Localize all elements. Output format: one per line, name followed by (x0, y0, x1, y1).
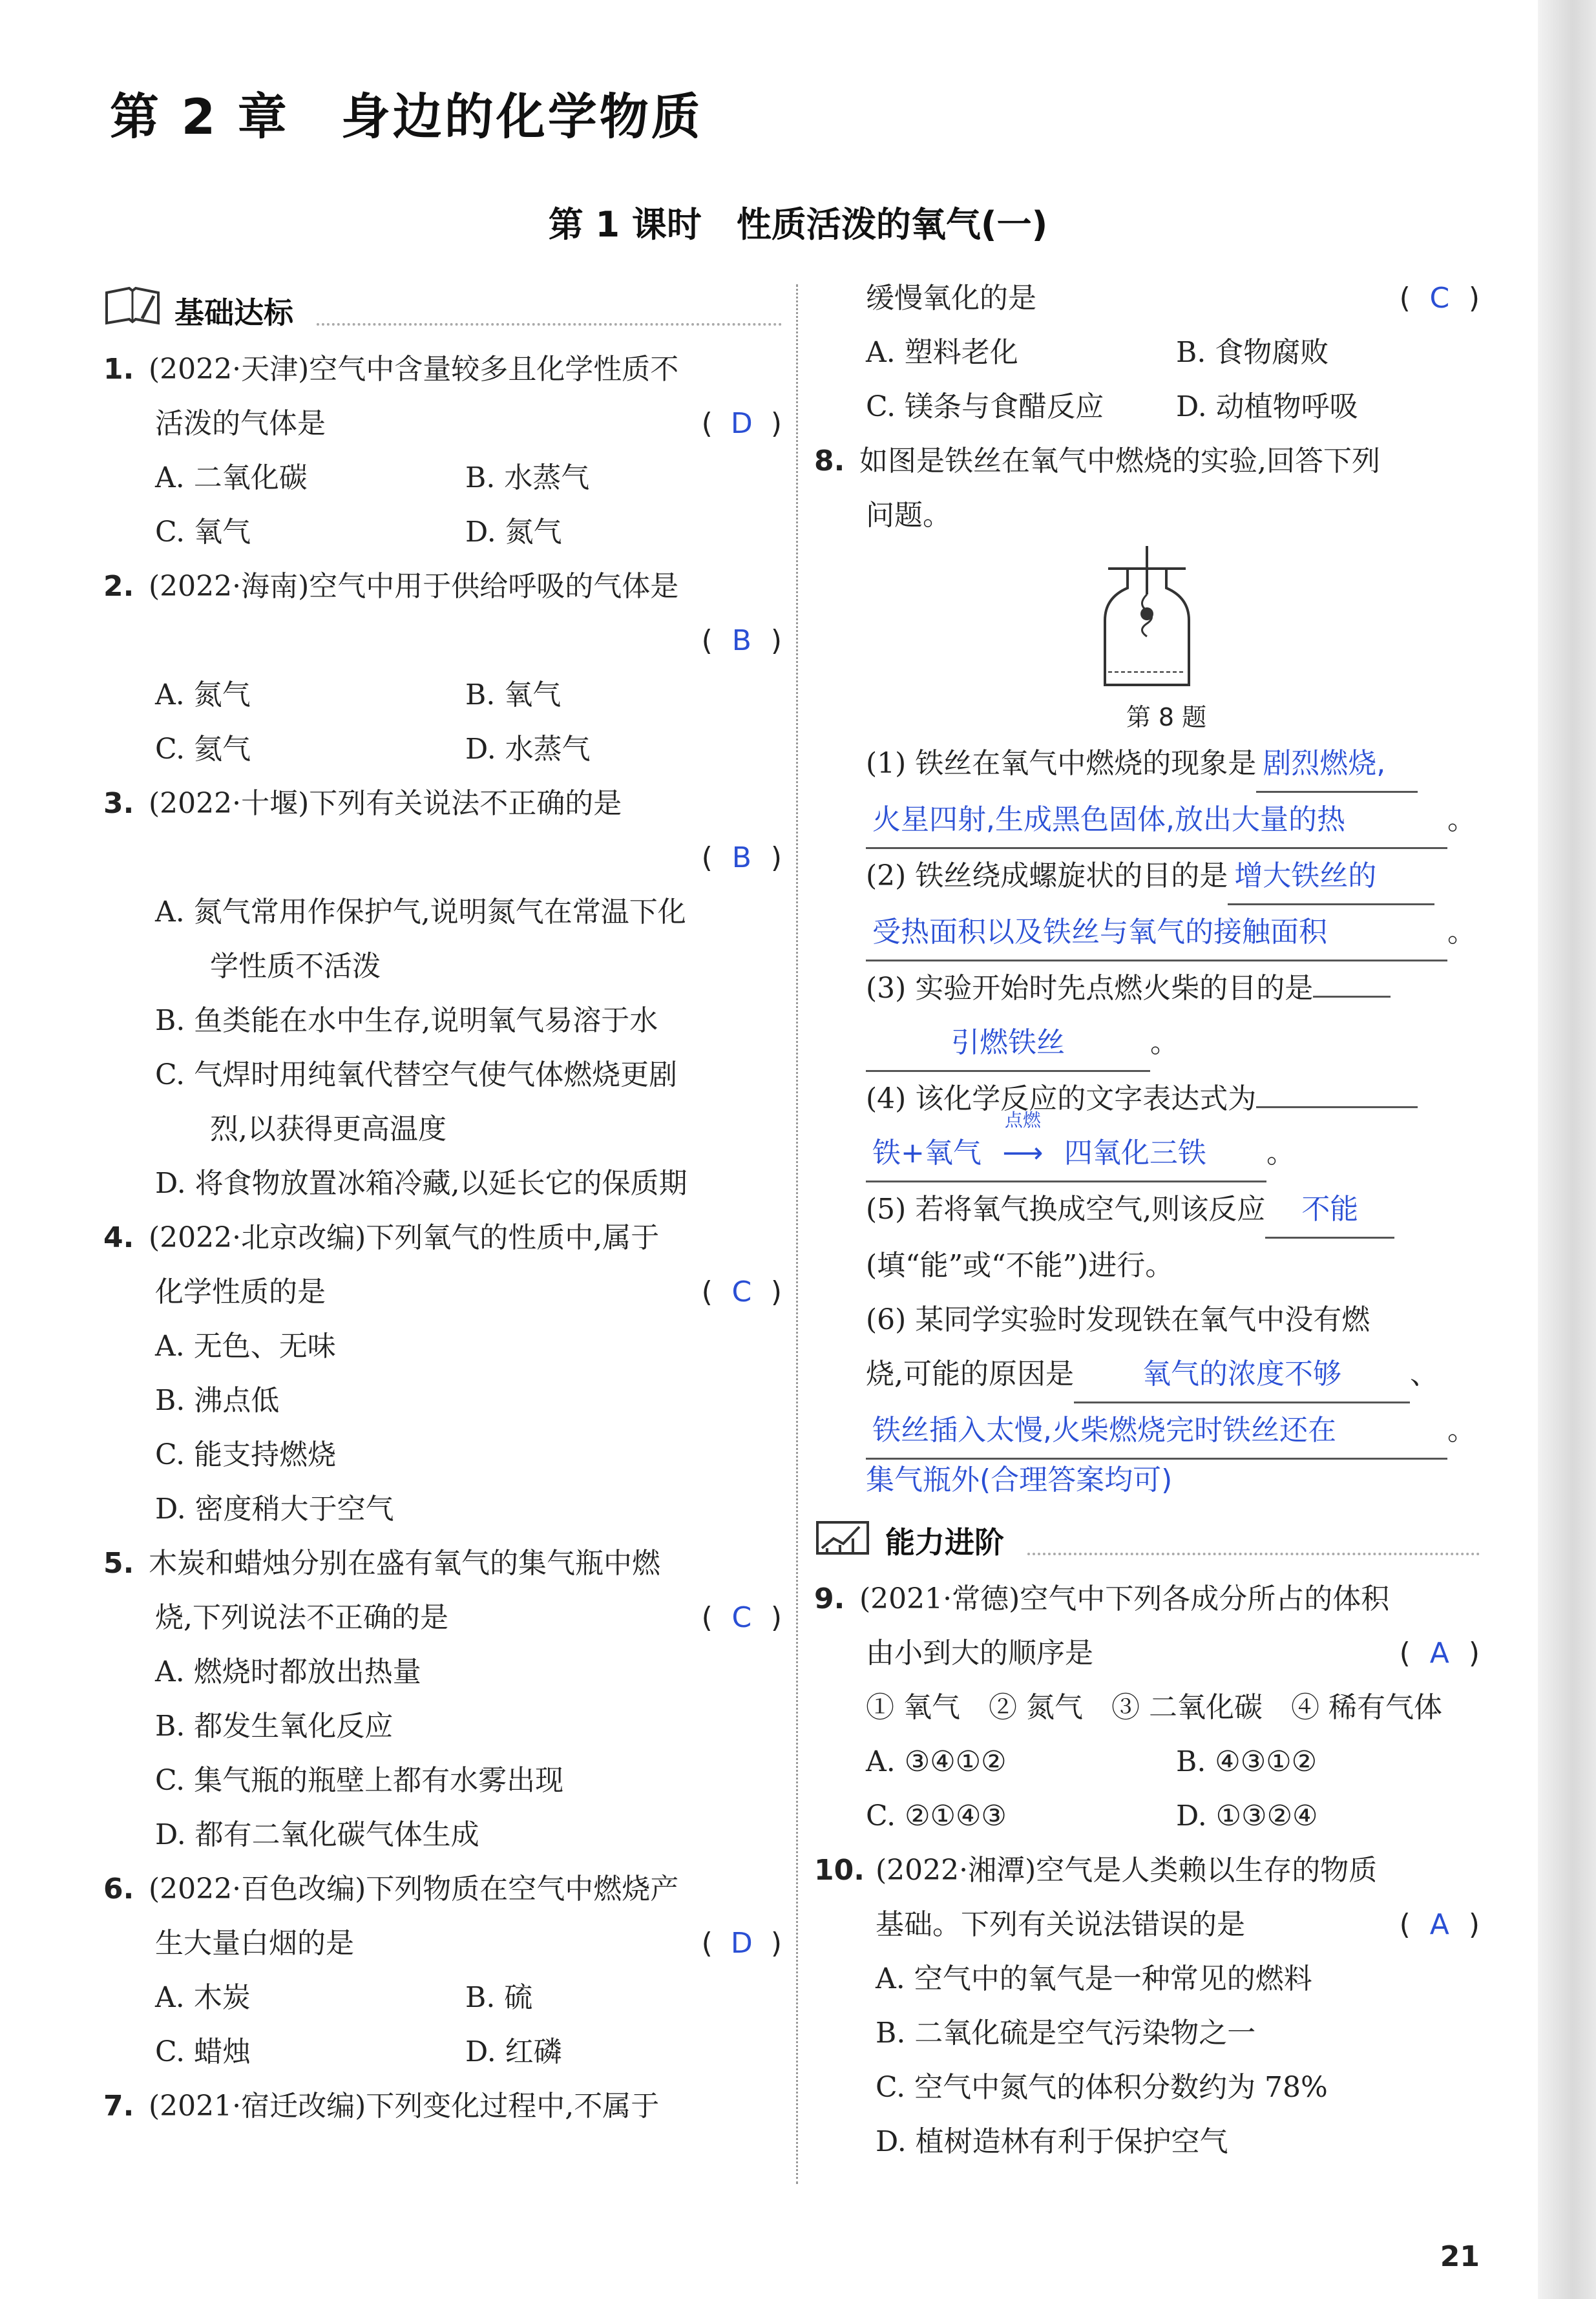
handwritten-answer: C (731, 1275, 752, 1308)
question-7-line1: 7. (2021·宿迁改编)下列变化过程中,不属于 (103, 2090, 660, 2123)
answer-bracket: ( D ) (702, 1916, 782, 1971)
handwritten-answer: C (1429, 282, 1450, 315)
handwritten-answer: 集气瓶外(合理答案均可) (866, 1464, 1173, 1496)
lesson-title: 第 1 课时 性质活泼的氧气(一) (548, 204, 1048, 245)
question-6-line2: 生大量白烟的是 ( D ) (103, 1916, 782, 1971)
question-9-items: ① 氧气 ② 氮气 ③ 二氧化碳 ④ 稀有气体 (866, 1691, 1442, 1724)
question-4-option-b: B. 沸点低 (155, 1384, 280, 1417)
question-2-answer-line (103, 614, 782, 668)
question-3-option-b: B. 鱼类能在水中生存,说明氧气易溶于水 (155, 1004, 658, 1037)
question-6-options-ab: A. 木炭 B. 硫 (155, 1981, 533, 2014)
section-advanced (814, 1501, 1480, 1572)
question-4-option-a: A. 无色、无味 (155, 1330, 336, 1363)
figure-caption: 第 8 题 (1126, 703, 1207, 731)
answer-bracket: ( C ) (1400, 271, 1480, 326)
question-8-part4: (4) 该化学反应的文字表达式为 (814, 1072, 1480, 1126)
book-pencil-icon (103, 283, 162, 328)
section-dots (1027, 1553, 1480, 1555)
question-3-answer-line (103, 831, 782, 885)
handwritten-answer: C (731, 1601, 752, 1634)
question-1-line2: 活泼的气体是 ( D ) (103, 397, 782, 451)
chart-growth-icon (814, 1513, 872, 1558)
question-number: 1. (103, 353, 134, 386)
question-8-part1-cont: 火星四射,生成黑色固体,放出大量的热 。 (814, 793, 1480, 849)
question-9-options-cd: C. ②①④③ D. ①③②④ (866, 1800, 1318, 1832)
gas-bottle-diagram (1098, 543, 1195, 698)
question-2-options-ab: A. 氮气 B. 氧气 (155, 678, 562, 711)
question-4-line1: 4. (2022·北京改编)下列氧气的性质中,属于 (103, 1221, 660, 1254)
handwritten-answer: 不能 (1265, 1182, 1394, 1239)
answer-bracket: ( A ) (1400, 1898, 1480, 1952)
handwritten-answer: D (730, 1927, 753, 1960)
question-9-line2: 由小到大的顺序是 ( A ) (814, 1626, 1480, 1681)
handwritten-answer: 剧烈燃烧, (1256, 737, 1418, 793)
arrow-with-condition: 点燃 ⟶ (1002, 1109, 1044, 1170)
question-3-option-c: C. 气焊时用纯氧代替空气使气体燃烧更剧 (155, 1058, 678, 1091)
question-8-part3-cont: 引燃铁丝 。 (814, 1016, 1480, 1072)
question-8-part6-cont3 (814, 1460, 1480, 1501)
answer-bracket: ( B ) (702, 831, 782, 885)
question-9-options-ab: A. ③④①② B. ④③①② (866, 1745, 1318, 1778)
left-column (103, 271, 782, 2134)
handwritten-answer: 增大铁丝的 (1228, 849, 1434, 905)
question-3-option-a-cont: 学性质不活泼 (210, 950, 381, 983)
section-advanced-label: 能力进阶 (885, 1525, 1004, 1560)
question-9-line1: 9. (2021·常德)空气中下列各成分所占的体积 (814, 1582, 1390, 1615)
question-2-options-cd: C. 氦气 D. 水蒸气 (155, 733, 591, 766)
handwritten-answer: 氧气的浓度不够 (1074, 1347, 1410, 1403)
question-3-option-a: A. 氮气常用作保护气,说明氮气在常温下化 (155, 896, 686, 929)
question-6-line1: 6. (2022·百色改编)下列物质在空气中燃烧产 (103, 1873, 679, 1905)
question-8-part5: (5) 若将氧气换成空气,则该反应 不能 (814, 1182, 1480, 1239)
question-4-option-c: C. 能支持燃烧 (155, 1438, 337, 1471)
right-column (814, 271, 1480, 2169)
question-8-part6-cont: 烧,可能的原因是 氧气的浓度不够 、 (814, 1347, 1480, 1403)
handwritten-equation: 铁+氧气 点燃 ⟶ 四氧化三铁 (866, 1126, 1266, 1182)
section-dots (317, 323, 782, 326)
answer-bracket: ( C ) (702, 1591, 782, 1645)
question-10-option-a: A. 空气中的氧气是一种常见的燃料 (876, 1962, 1312, 1995)
answer-bracket: ( B ) (702, 614, 782, 668)
section-basic-label: 基础达标 (174, 295, 293, 330)
question-3-line1: 3. (2022·十堰)下列有关说法不正确的是 (103, 787, 622, 820)
question-3-option-c-cont: 烈,以获得更高温度 (210, 1113, 446, 1146)
question-8-part2-cont: 受热面积以及铁丝与氧气的接触面积 。 (814, 905, 1480, 961)
question-10-option-b: B. 二氧化硫是空气污染物之一 (876, 2017, 1256, 2050)
question-8-part2: (2) 铁丝绕成螺旋状的目的是 增大铁丝的 (814, 849, 1480, 905)
question-3-option-d: D. 将食物放置冰箱冷藏,以延长它的保质期 (155, 1167, 688, 1200)
question-10-option-c: C. 空气中氮气的体积分数约为 78% (876, 2071, 1328, 2104)
handwritten-answer: 引燃铁丝 (866, 1016, 1150, 1072)
question-10-line2: 基础。下列有关说法错误的是 ( A ) (814, 1898, 1480, 1952)
page-edge (1538, 0, 1596, 2299)
question-8-part1: (1) 铁丝在氧气中燃烧的现象是 剧烈燃烧, (814, 737, 1480, 793)
question-5-line1: 5. 木炭和蜡烛分别在盛有氧气的集气瓶中燃 (103, 1547, 660, 1580)
question-8-line1: 8. 如图是铁丝在氧气中燃烧的实验,回答下列 (814, 445, 1380, 478)
question-5-option-a: A. 燃烧时都放出热量 (155, 1655, 421, 1688)
question-5-option-c: C. 集气瓶的瓶壁上都有水雾出现 (155, 1764, 564, 1797)
section-basic (103, 271, 782, 342)
handwritten-answer: A (1429, 1908, 1449, 1941)
question-7-options-ab: A. 塑料老化 B. 食物腐败 (866, 336, 1329, 369)
handwritten-answer: D (730, 407, 753, 440)
question-8-part6: (6) 某同学实验时发现铁在氧气中没有燃 (866, 1303, 1370, 1336)
question-10-line1: 10. (2022·湘潭)空气是人类赖以生存的物质 (814, 1854, 1378, 1887)
question-5-option-b: B. 都发生氧化反应 (155, 1710, 394, 1743)
question-1-options-ab: A. 二氧化碳 B. 水蒸气 (155, 461, 590, 494)
question-4-option-d: D. 密度稍大于空气 (155, 1493, 394, 1526)
column-divider (796, 284, 798, 2184)
handwritten-answer: B (731, 841, 751, 874)
question-4-line2: 化学性质的是 ( C ) (103, 1265, 782, 1319)
handwritten-answer: 受热面积以及铁丝与氧气的接触面积 (866, 905, 1447, 961)
question-1-line1: 1. (2022·天津)空气中含量较多且化学性质不 (103, 342, 782, 397)
question-10-option-d: D. 植树造林有利于保护空气 (876, 2125, 1228, 2158)
question-8-part6-cont2: 铁丝插入太慢,火柴燃烧完时铁丝还在 。 (814, 1403, 1480, 1460)
handwritten-answer: A (1429, 1637, 1449, 1670)
answer-bracket: ( D ) (702, 397, 782, 451)
answer-bracket: ( C ) (702, 1265, 782, 1319)
question-8-part3: (3) 实验开始时先点燃火柴的目的是 (814, 961, 1480, 1016)
question-6-options-cd: C. 蜡烛 D. 红磷 (155, 2035, 562, 2068)
question-2-line1: 2. (2022·海南)空气中用于供给呼吸的气体是 (103, 570, 679, 603)
question-5-line2: 烧,下列说法不正确的是 ( C ) (103, 1591, 782, 1645)
question-1-options-cd: C. 氧气 D. 氮气 (155, 516, 562, 549)
answer-bracket: ( A ) (1400, 1626, 1480, 1681)
question-5-option-d: D. 都有二氧化碳气体生成 (155, 1818, 479, 1851)
handwritten-answer: B (731, 624, 751, 657)
handwritten-answer: 铁丝插入太慢,火柴燃烧完时铁丝还在 (866, 1403, 1447, 1460)
question-8-figure (814, 543, 1480, 698)
handwritten-answer: 火星四射,生成黑色固体,放出大量的热 (866, 793, 1447, 849)
question-7-options-cd: C. 镁条与食醋反应 D. 动植物呼吸 (866, 390, 1358, 423)
page-number: 21 (1440, 2240, 1480, 2273)
question-8-part4-cont: 铁+氧气 点燃 ⟶ 四氧化三铁 。 (814, 1126, 1480, 1182)
question-8-line2: 问题。 (866, 499, 951, 532)
question-8-part5-cont: (填“能”或“不能”)进行。 (866, 1249, 1174, 1282)
question-7-line2: 缓慢氧化的是 ( C ) (814, 271, 1480, 326)
chapter-title: 第 2 章 身边的化学物质 (110, 88, 703, 145)
